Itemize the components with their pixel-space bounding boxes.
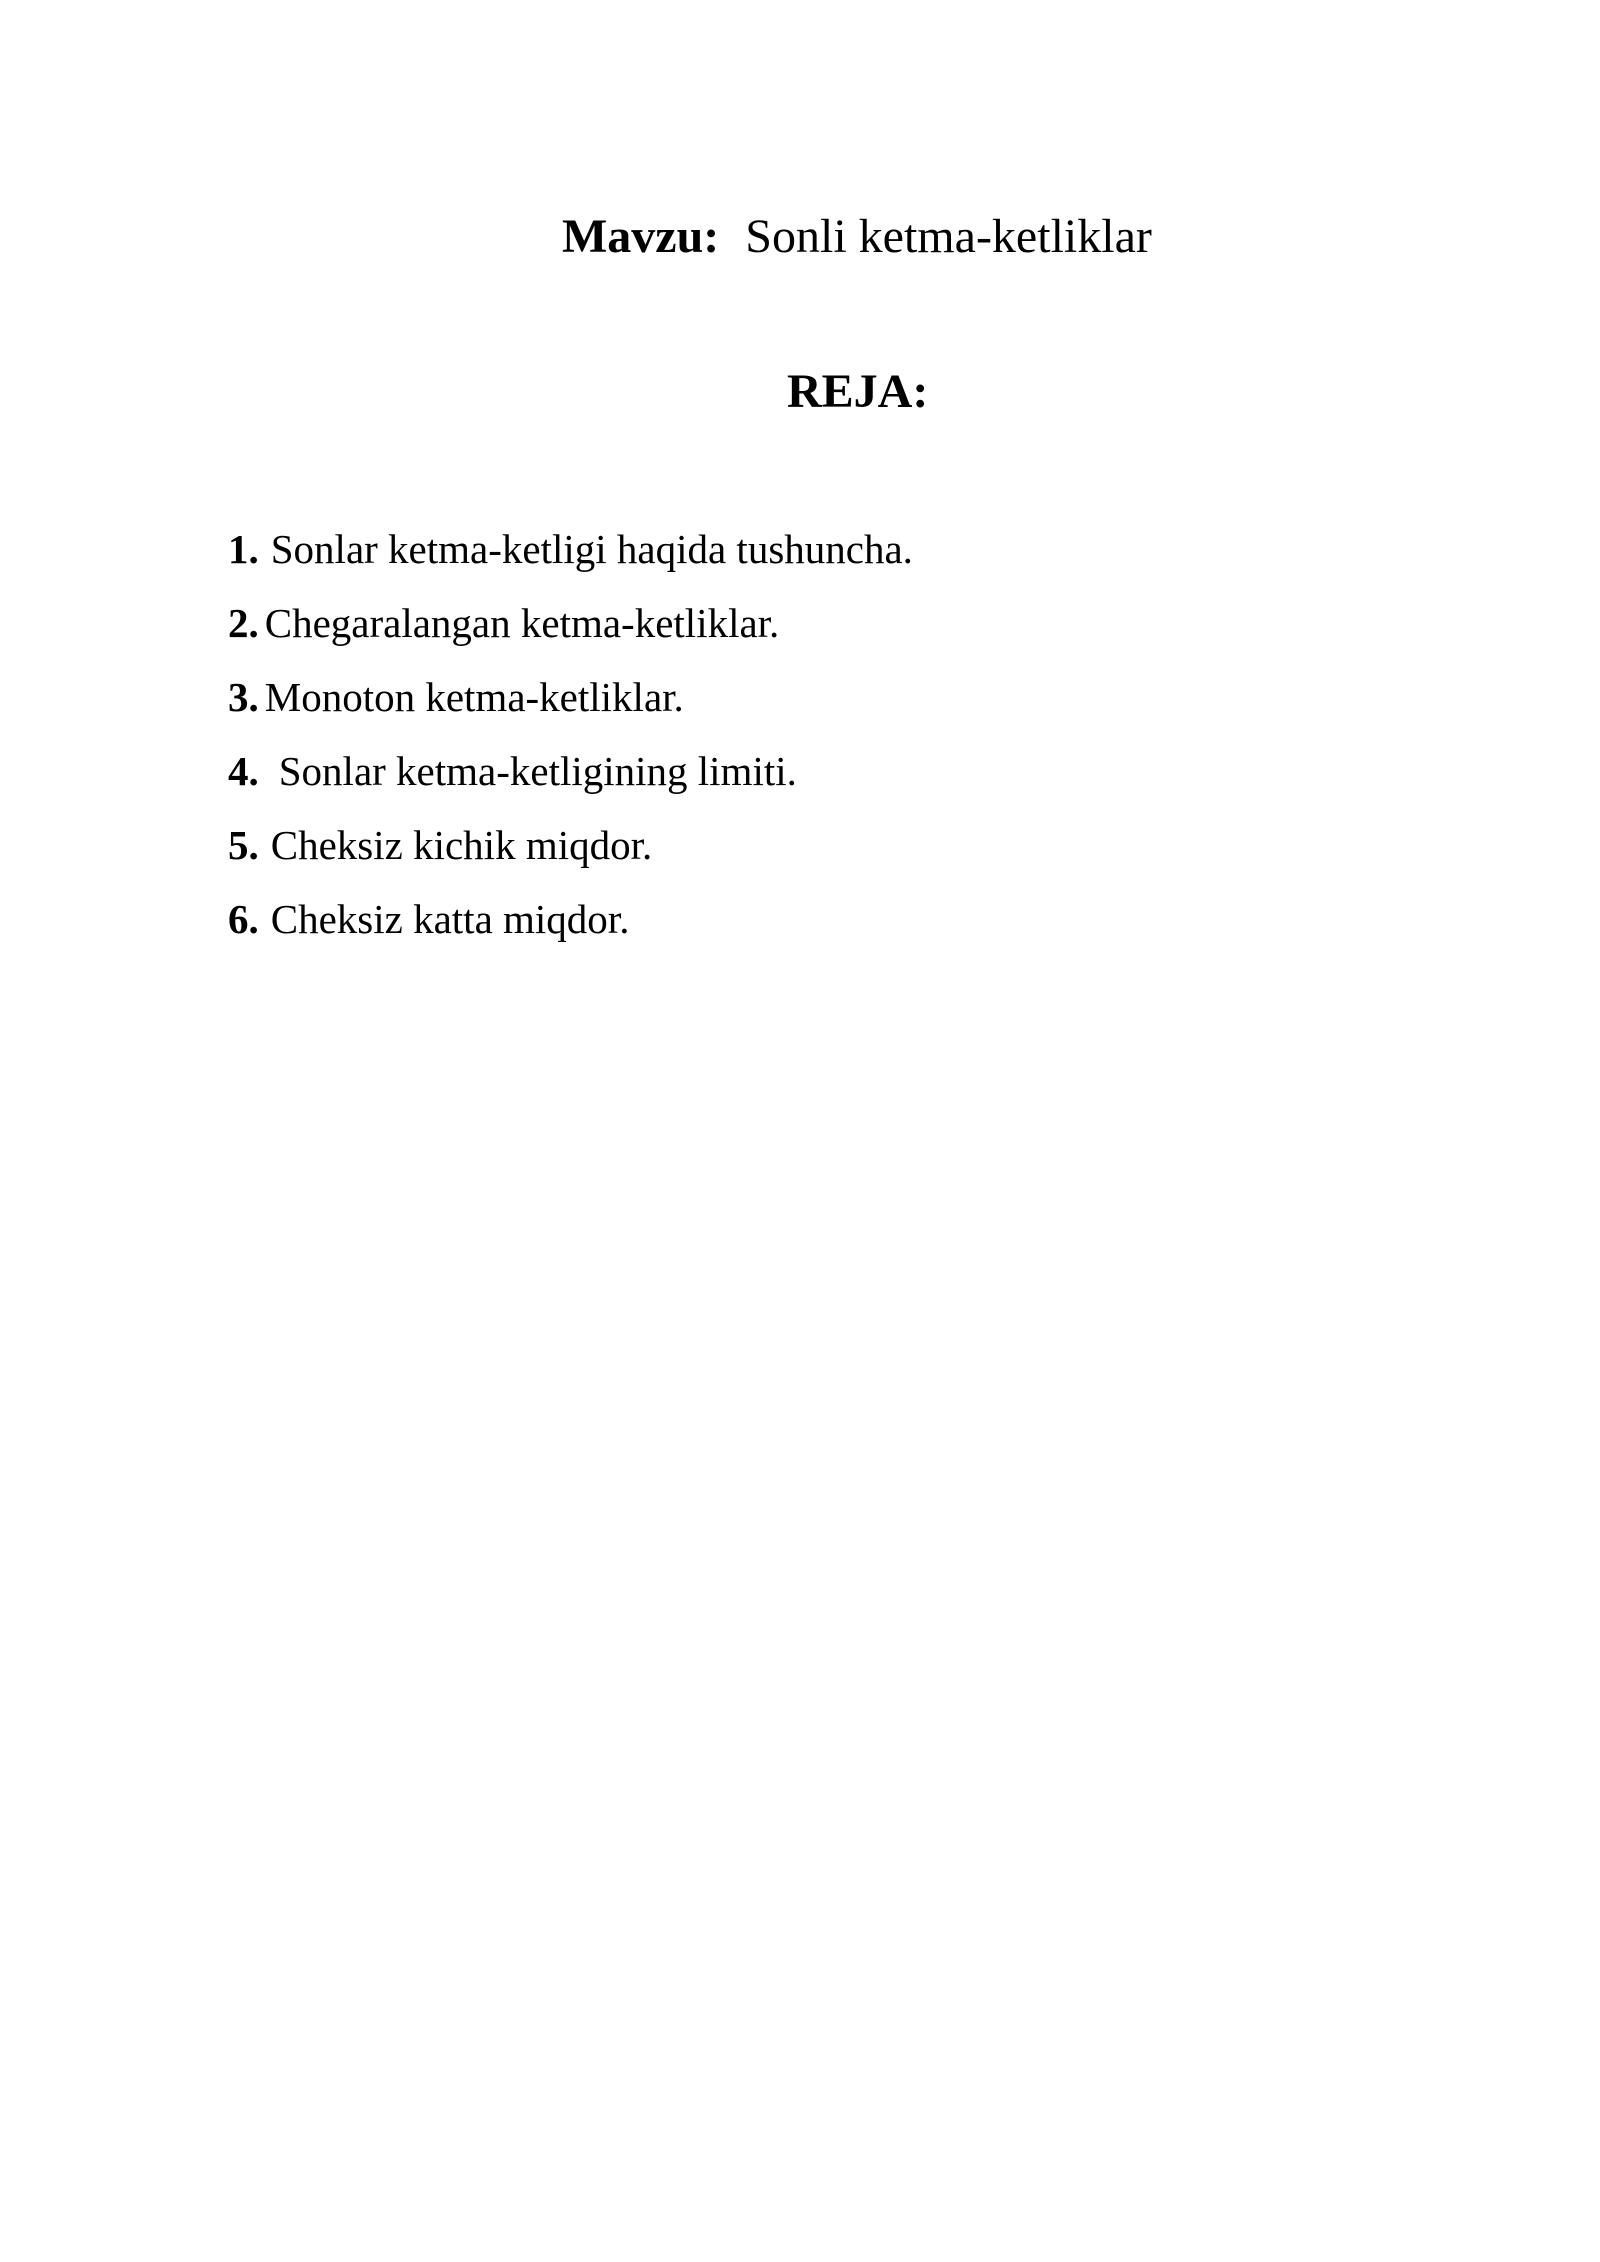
plan-item-text: Cheksiz katta miqdor. <box>270 896 630 942</box>
plan-item <box>228 734 913 808</box>
topic-line-content <box>562 205 1152 269</box>
plan-item <box>228 586 913 660</box>
plan-item-number: 4. <box>228 748 259 794</box>
plan-item <box>228 660 913 734</box>
plan-item <box>228 808 913 882</box>
plan-item-number: 6. <box>228 896 259 942</box>
plan-item-number: 2. <box>228 600 259 646</box>
plan-item-number: 3. <box>228 674 259 720</box>
plan-item-text: Monoton ketma-ketliklar. <box>264 674 684 720</box>
plan-list <box>228 512 913 956</box>
plan-item-number: 1. <box>228 526 259 572</box>
plan-item <box>228 512 913 586</box>
plan-heading-text: REJA: <box>787 365 929 418</box>
plan-item-text: Cheksiz kichik miqdor. <box>270 822 653 868</box>
plan-item-text: Sonlar ketma-ketligining limiti. <box>278 748 797 794</box>
plan-item-number: 5. <box>228 822 259 868</box>
plan-item-text: Chegaralangan ketma-ketliklar. <box>264 600 780 646</box>
plan-item <box>228 882 913 956</box>
topic-label: Mavzu: <box>562 210 720 263</box>
topic-title: Sonli ketma-ketliklar <box>745 210 1152 263</box>
plan-item-text: Sonlar ketma-ketligi haqida tushuncha. <box>270 526 913 572</box>
